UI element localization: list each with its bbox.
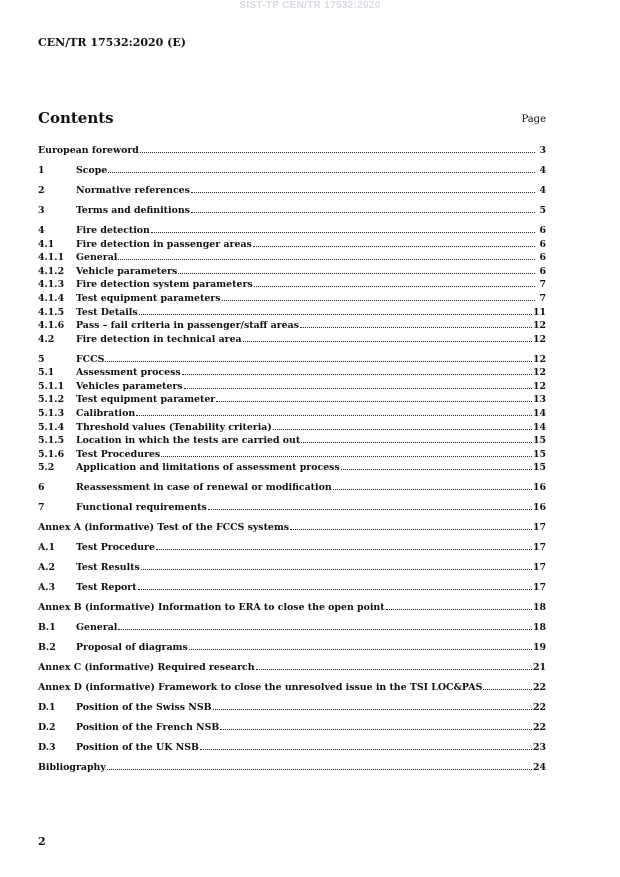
toc-entry-page: 11 [532,306,546,318]
toc-entry[interactable] [38,621,546,635]
toc-entry-page: 4 [539,164,546,176]
toc-dot-leader [139,314,532,315]
toc-entry-page: 12 [532,333,546,345]
toc-entry[interactable] [38,184,546,198]
toc-entry-page: 24 [532,762,546,774]
toc-entry[interactable] [38,741,546,755]
toc-entry-title: Annex D (informative) Framework to close the unresolved issue in the TSI LOC&PAS [38,682,483,694]
toc-entry-number: 5.1 [38,367,55,379]
toc-entry-number: D.2 [38,722,56,734]
toc-dot-leader [208,509,532,510]
toc-entry-title: Pass – fail criteria in passenger/staff areas [76,320,299,332]
toc-entry-page: 14 [532,408,546,420]
toc-entry-page: 12 [532,380,546,392]
toc-entry-number: 2 [38,184,45,196]
toc-entry-page: 15 [532,435,546,447]
toc-entry-title: Threshold values (Tenability criteria) [76,421,272,433]
toc-dot-leader [105,361,532,362]
toc-entry-number: 4.1.3 [38,279,65,291]
toc-entry-number: B.1 [38,622,56,634]
toc-entry[interactable] [38,681,546,695]
toc-entry-page: 21 [532,662,546,674]
toc-entry-title: Test Details [76,306,138,318]
toc-entry-number: 4.1.5 [38,306,65,318]
toc-entry-page: 17 [532,562,546,574]
toc-entry-page: 15 [532,448,546,460]
toc-entry-title: Proposal of diagrams [76,642,188,654]
toc-entry-number: 5.1.1 [38,380,65,392]
table-of-contents [38,144,546,775]
toc-entry-page: 12 [532,320,546,332]
toc-entry[interactable] [38,501,546,515]
toc-entry-title: Reassessment in case of renewal or modification [76,482,332,494]
watermark: SIST-TP CEN/TR 17532:2020 [239,0,381,11]
toc-entry-number: 1 [38,164,45,176]
toc-entry-number: B.2 [38,642,56,654]
toc-entry-title: Fire detection [76,224,150,236]
toc-entry-page: 12 [532,367,546,379]
toc-entry-number: 4.2 [38,333,55,345]
toc-entry-page: 5 [539,204,546,216]
toc-entry-page: 6 [539,238,546,250]
toc-entry[interactable] [38,448,546,462]
toc-entry[interactable] [38,204,546,218]
toc-entry[interactable] [38,251,546,265]
toc-entry[interactable] [38,407,546,421]
toc-entry[interactable] [38,393,546,407]
toc-entry-number: D.1 [38,702,56,714]
toc-entry-number: 5 [38,353,45,365]
toc-entry-number: 4 [38,224,45,236]
toc-entry[interactable] [38,661,546,675]
toc-entry-page: 6 [539,252,546,264]
toc-entry-title: Annex B (informative) Information to ERA to close the open point [38,602,385,614]
toc-entry-title: Scope [76,164,108,176]
toc-entry-title: Bibliography [38,762,106,774]
toc-entry-number: 7 [38,502,45,514]
toc-entry[interactable] [38,353,546,367]
toc-entry-title: Test Procedures [76,448,161,460]
toc-entry-title: Location in which the tests are carried out [76,435,301,447]
toc-entry[interactable] [38,701,546,715]
toc-entry-title: Position of the Swiss NSB [76,702,212,714]
toc-entry-page: 19 [532,642,546,654]
toc-entry-title: General [76,252,118,264]
toc-entry-title: Assessment process [76,367,181,379]
toc-dot-leader [118,629,532,630]
toc-entry-title: Normative references [76,184,190,196]
toc-dot-leader [138,589,532,590]
toc-entry-title: Test equipment parameter [76,394,216,406]
contents-heading: Contents [38,109,114,127]
toc-dot-leader [200,749,532,750]
toc-entry-number: 4.1.6 [38,320,65,332]
toc-dot-leader [273,429,532,430]
toc-dot-leader [107,769,532,770]
toc-dot-leader [182,374,532,375]
toc-dot-leader [253,246,535,247]
toc-dot-leader [136,415,532,416]
toc-entry[interactable] [38,541,546,555]
toc-entry-number: 5.1.4 [38,421,65,433]
toc-entry-title: Terms and definitions [76,204,190,216]
toc-entry-page: 17 [532,522,546,534]
toc-entry-page: 22 [532,682,546,694]
toc-entry-page: 22 [532,722,546,734]
toc-entry[interactable] [38,164,546,178]
toc-dot-leader [140,152,535,153]
toc-entry-number: 6 [38,482,45,494]
toc-entry[interactable] [38,224,546,238]
toc-dot-leader [156,549,532,550]
toc-entry-page: 18 [532,622,546,634]
toc-entry[interactable] [38,601,546,615]
toc-entry[interactable] [38,481,546,495]
toc-entry[interactable] [38,306,546,320]
toc-dot-leader [222,300,535,301]
toc-entry-title: Position of the French NSB [76,722,220,734]
toc-entry-page: 17 [532,542,546,554]
toc-entry[interactable] [38,319,546,333]
toc-dot-leader [256,669,532,670]
toc-entry-title: Annex C (informative) Required research [38,662,255,674]
toc-dot-leader [118,259,535,260]
toc-entry[interactable] [38,278,546,292]
toc-dot-leader [243,341,532,342]
toc-dot-leader [178,273,535,274]
toc-entry[interactable] [38,380,546,394]
toc-dot-leader [254,286,535,287]
toc-entry[interactable] [38,721,546,735]
toc-entry-number: D.3 [38,742,56,754]
toc-entry-title: Position of the UK NSB [76,742,199,754]
toc-entry-number: A.2 [38,562,56,574]
toc-entry-number: 4.1.4 [38,292,65,304]
toc-entry[interactable] [38,421,546,435]
toc-entry[interactable] [38,292,546,306]
toc-dot-leader [151,232,535,233]
toc-entry-page: 15 [532,462,546,474]
toc-entry-page: 22 [532,702,546,714]
toc-entry-page: 18 [532,602,546,614]
toc-entry-title: Test equipment parameters [76,292,221,304]
toc-dot-leader [184,388,532,389]
page-column-label: Page [521,114,546,125]
toc-entry-title: Vehicle parameters [76,265,178,277]
toc-entry-title: Test Procedure [76,542,155,554]
toc-entry-page: 6 [539,265,546,277]
toc-entry-page: 3 [539,145,546,156]
toc-entry-title: Application and limitations of assessment process [76,462,340,474]
toc-entry-title: Fire detection system parameters [76,279,253,291]
page-number: 2 [38,835,46,848]
toc-entry-title: FCCS [76,353,105,365]
toc-entry-page: 23 [532,742,546,754]
toc-entry[interactable] [38,333,546,347]
toc-entry-page: 13 [532,394,546,406]
toc-entry-title: Fire detection in technical area [76,333,242,345]
toc-dot-leader [191,192,535,193]
toc-entry-number: 3 [38,204,45,216]
toc-entry[interactable] [38,461,546,475]
toc-dot-leader [220,729,532,730]
toc-entry[interactable] [38,366,546,380]
toc-entry-page: 17 [532,582,546,594]
toc-entry[interactable] [38,581,546,595]
toc-entry-number: 5.1.6 [38,448,65,460]
toc-dot-leader [189,649,532,650]
toc-entry-page: 14 [532,421,546,433]
toc-entry-page: 7 [539,292,546,304]
toc-dot-leader [141,569,532,570]
toc-entry-page: 7 [539,279,546,291]
toc-entry-page: 12 [532,353,546,365]
toc-entry-number: 4.1.2 [38,265,65,277]
toc-dot-leader [386,609,532,610]
document-id: CEN/TR 17532:2020 (E) [38,36,186,49]
toc-entry-number: 5.1.5 [38,435,65,447]
toc-dot-leader [213,709,532,710]
toc-dot-leader [216,401,532,402]
toc-entry-number: A.3 [38,582,56,594]
toc-entry-title: General [76,622,118,634]
toc-dot-leader [341,469,532,470]
toc-entry-number: 5.1.2 [38,394,65,406]
toc-entry[interactable] [38,761,546,775]
toc-dot-leader [290,529,532,530]
toc-entry-number: 5.2 [38,462,55,474]
toc-entry-page: 6 [539,224,546,236]
toc-entry-title: Fire detection in passenger areas [76,238,252,250]
toc-entry-title: Functional requirements [76,502,207,514]
toc-entry-page: 4 [539,184,546,196]
toc-entry-title: Test Report [76,582,137,594]
toc-entry-title: European foreword [38,145,139,156]
toc-entry-number: A.1 [38,542,56,554]
toc-entry[interactable] [38,434,546,448]
toc-entry[interactable] [38,265,546,279]
toc-entry[interactable] [38,561,546,575]
toc-entry-title: Vehicles parameters [76,380,183,392]
toc-dot-leader [333,489,532,490]
toc-entry-title: Test Results [76,562,140,574]
toc-entry-title: Annex A (informative) Test of the FCCS systems [38,522,290,534]
toc-entry-title: Calibration [76,408,136,420]
toc-dot-leader [108,172,535,173]
toc-entry-page: 16 [532,502,546,514]
toc-entry-number: 4.1.1 [38,252,65,264]
toc-entry[interactable] [38,238,546,252]
toc-dot-leader [483,689,532,690]
toc-dot-leader [191,212,535,213]
toc-entry[interactable] [38,641,546,655]
toc-entry-number: 4.1 [38,238,55,250]
toc-entry[interactable] [38,521,546,535]
toc-entry-page: 16 [532,482,546,494]
toc-entry[interactable] [38,144,546,158]
toc-dot-leader [161,456,532,457]
toc-dot-leader [300,327,532,328]
toc-dot-leader [301,442,532,443]
toc-entry-number: 5.1.3 [38,408,65,420]
